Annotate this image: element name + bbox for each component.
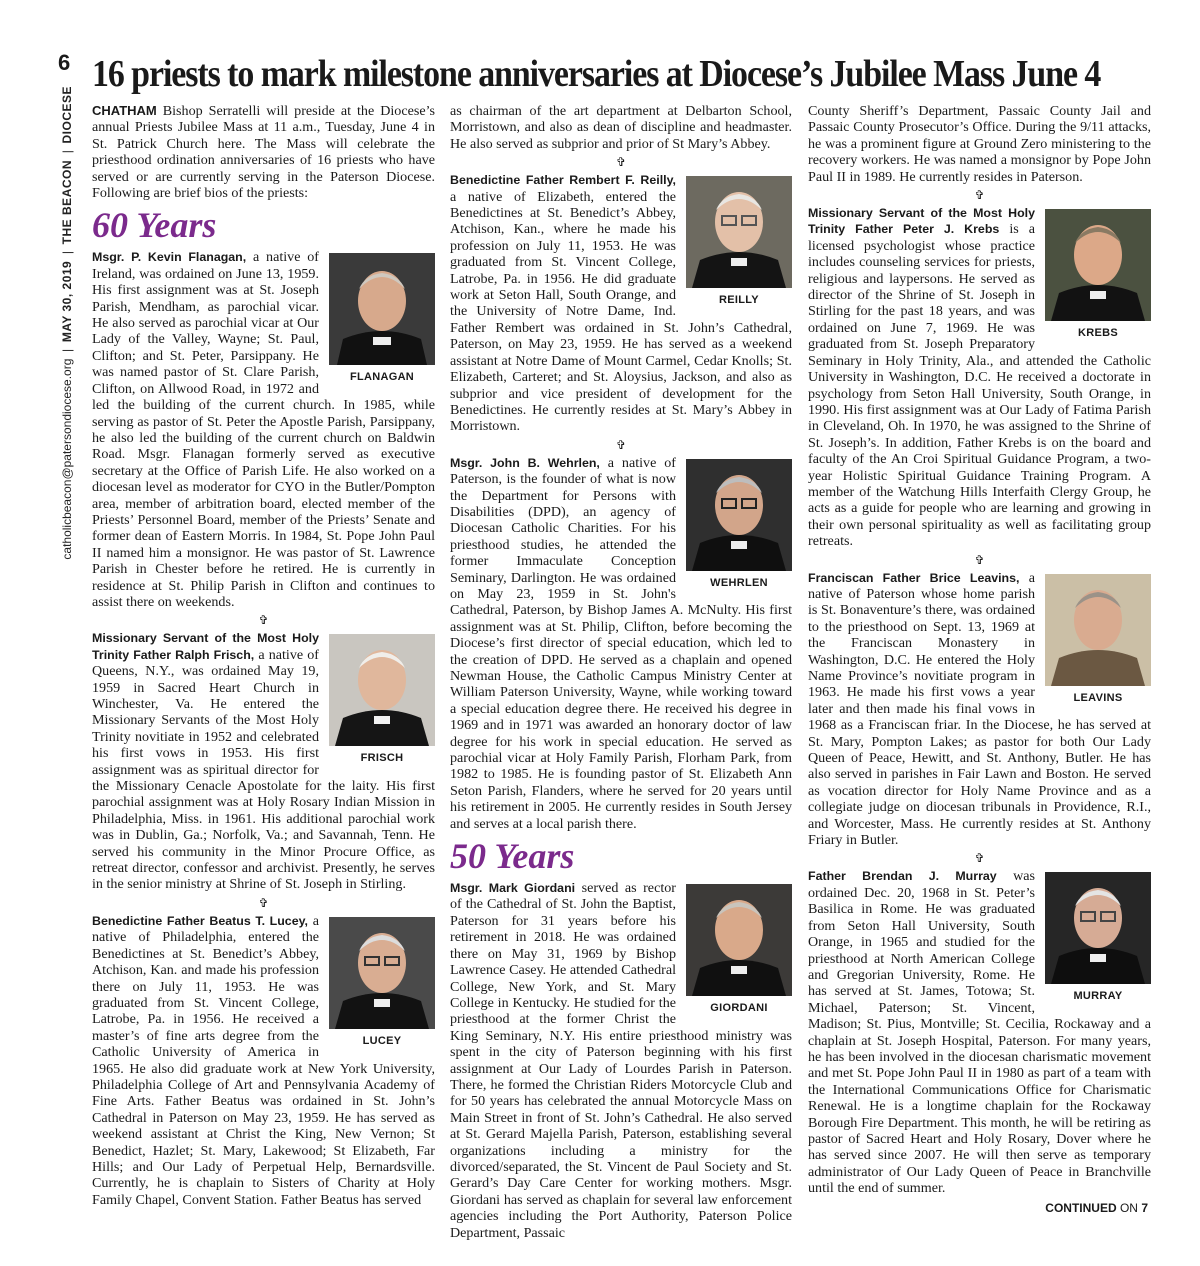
bio-lucey-continued: as chairman of the art department at Delbarton School, Morristown, and also as dean of discipline and headmaster. He also served as subprior and prior of St Mary’s Abbey.: [450, 103, 792, 152]
bio-murray: MURRAY Father Brendan J. Murray was ordained Dec. 20, 1968 in St. Peter’s Basilica in Rome. He was graduated from Seton Hall University, South Orange, in 1965 and studied for the priesthood at North American College and Gregorian University, Rome. He has served at St. James, Totowa; St. Michael, Paterson; St. Vincent, Madison; St. Pius, Montville; St. Cecilia, Rockaway and a chaplain at St. Joseph Hospital, Paterson. For many years, he has been involved in the diocesan charismatic movement and met St. Pope John Paul II in 1980 as part of a team with the International Communications Office for Charismatic Renewal. He is a longtime chaplain for the Rockaway Borough Fire Department. This month, he will be retiring as pastor of Sacred Heart and Holy Rosary, Dover where he has served since 2007. He will then serve as temporary administrator of Our Lady Queen of Peace in Branchville until the end of summer.: [808, 868, 1151, 1197]
photo-caption-lucey: LUCEY: [362, 1034, 402, 1047]
bio-name: Missionary Servant of the Most Holy Trinity Father Peter J. Krebs: [808, 206, 1035, 237]
page-sidebar: catholicbeacon@patersondiocese.org | MAY 30, 2019 | THE BEACON | DIOCESE: [60, 86, 74, 560]
photo-leavins: [1045, 574, 1151, 706]
bio-giordani: GIORDANI Msgr. Mark Giordani served as rector of the Cathedral of St. John the Baptist, Paterson for 31 years before his retirement in 2018. He was ordained there on May 31, 1969 by Bishop Lawrence Casey. He attended Cathedral College, New York, and St. Mary College in Kentucky. He studied for the priesthood at the former Christ the King Seminary, N.Y. His entire priesthood ministry was spent in the city of Paterson beginning with his first assignment at Our Lady of Lourdes Parish in Paterson. There, he formed the Christian Riders Motorcycle Club and for 50 years has celebrated the annual Motorcycle Mass on Main Street in front of St. John’s Cathedral. He also served at St. Gerard Majella Parish, Paterson, establishing several organizations including a ministry for the divorced/separated, the St. Vincent de Paul Society and St. Gerard’s Day Care Center for working mothers. Msgr. Giordani has served as chaplain for several law enforcement agencies including the Port Authority, Paterson Police Department, Passaic: [450, 880, 792, 1241]
bio-lucey: LUCEY Benedictine Father Beatus T. Lucey, a native of Philadelphia, entered the Benedictines at St. Benedict’s Abbey, Atchison, Kan. and made his profession there on July 11, 1953. He was graduated from St. Vincent College, Latrobe, Pa. in 1956. He received a master’s of fine arts degree from the Catholic University of America in 1965. He also did graduate work at New York University, Philadelphia College of Art and Pennsylvania Academy of Fine Arts. Father Beatus was ordained in St. John’s Cathedral in Paterson on May 23, 1959. He has served as weekend assistant at Christ the King, New Vernon; St Benedict, Hazlet; St. Mary, Lakewood; St Elizabeth, Far Hills; and Our Lady of Perpetual Help, Bernardsville. Currently, he is chaplain to Sisters of Charity at Holy Family Chapel, Convent Station. Father Beatus has served: [92, 912, 435, 1208]
photo-caption-krebs: KREBS: [1077, 327, 1118, 340]
separator-cross: ✞: [258, 613, 269, 628]
page-number: 6: [58, 50, 71, 75]
sidebar-email: catholicbeacon@patersondiocese.org: [60, 358, 74, 560]
bio-krebs: KREBS Missionary Servant of the Most Holy Trinity Father Peter J. Krebs is a licensed psychologist whose practice includes counseling services for priests, religious and laypersons. He served as director of the Shrine of St. Joseph in Stirling for the past 18 years, and was ordained on June 7, 1969. He was graduated from St. Joseph Preparatory Seminary in Holy Trinity, Ala., and attended the Catholic University in Washington, D.C. He received a doctorate in psychology from Seton Hall University, South Orange, in 1990. His first assignment was at Our Lady of Fatima Parish in Cleveland, Oh. In 1970, he was assigned to the Shrine of St. Joseph’s. In addition, Father Krebs is on the board and faculty of the An Croi Spiritual Guidance Program, a two-year Holistic Spiritual Guidance Training Program. A member of the Watchung Hills Interfaith Clergy Group, he acts as a guide for people who are learning and growing in their own personal spirituality as well as facilitating group retreats.: [808, 206, 1151, 550]
photo-reilly: [686, 176, 792, 308]
photo-caption-wehrlen: WEHRLEN: [710, 576, 768, 589]
column-3: [808, 103, 1151, 1197]
sidebar-publication: THE BEACON: [60, 159, 74, 245]
sidebar-date: MAY 30, 2019: [60, 260, 74, 343]
section-heading-60-years: 60 Years: [92, 205, 217, 246]
continued-word: ON: [1119, 1201, 1138, 1215]
headline: 16 priests to mark milestone anniversaries at Diocese’s Jubilee Mass June 4: [92, 53, 1101, 95]
photo-giordani: [686, 884, 792, 1016]
continued-label: CONTINUED: [1045, 1201, 1117, 1215]
photo-frisch: [329, 634, 435, 766]
bio-giordani-continued: County Sheriff’s Department, Passaic County Jail and Passaic County Prosecutor’s Office. During the 9/11 attacks, he was a prominent figure at Ground Zero ministering to the recovery workers. He was named a monsignor by Pope John Paul II in 1989. He currently resides in Paterson.: [808, 103, 1151, 185]
photo-lucey: [329, 917, 435, 1049]
separator-cross: ✞: [974, 552, 985, 567]
portrait-image: [1045, 209, 1151, 321]
photo-wehrlen: [686, 459, 792, 591]
continued-page: 7: [1141, 1201, 1148, 1215]
column-1: [92, 103, 435, 1208]
photo-caption-reilly: REILLY: [719, 294, 759, 307]
separator-cross: ✞: [974, 188, 985, 203]
portrait-image: [329, 253, 435, 365]
continued-jump[interactable]: [1045, 1201, 1148, 1215]
photo-murray: [1045, 872, 1151, 1004]
bio-name: Msgr. P. Kevin Flanagan,: [92, 250, 247, 265]
intro-paragraph: CHATHAM Bishop Serratelli will preside at the Diocese’s annual Priests Jubilee Mass at 11 a.m., Tuesday, June 4 in St. Patrick Church here. The Mass will celebrate the priesthood ordination anniversaries of 16 priests who have served or are currently serving in the Paterson Diocese. Following are brief bios of the priests:: [92, 103, 435, 202]
photo-krebs: [1045, 209, 1151, 341]
section-heading-50-years: 50 Years: [450, 836, 575, 877]
portrait-image: [329, 634, 435, 746]
photo-flanagan: [329, 253, 435, 385]
bio-name: Msgr. John B. Wehrlen,: [450, 455, 600, 470]
bio-reilly: REILLY Benedictine Father Rembert F. Reilly, a native of Elizabeth, entered the Benedictines at St. Benedict’s Abbey, Atchison, Kan., where he made his profession on July 11, 1953. He was graduated from St. Vincent College, Latrobe, Pa. in 1956. He did graduate work at Seton Hall, South Orange, and the University of Notre Dame, Ind. Father Rembert was ordained in St. John’s Cathedral, Paterson, on May 23, 1959. He has served as a weekend assistant at Notre Dame of Mount Carmel, Cedar Knolls; St. Elizabeth, Carteret; and St. Aloysius, Jackson, and also as subprior and vice president of development for the Benedictines. He currently resides at St. Mary’s Abbey in Morristown.: [450, 173, 792, 435]
bio-wehrlen: WEHRLEN Msgr. John B. Wehrlen, a native of Paterson, is the founder of what is now the Department for Persons with Disabilities (DPD), an agency of Diocesan Catholic Charities. For his priesthood studies, he attended the former Immaculate Conception Seminary, Darlington. He was ordained on May 23, 1959 in St. John's Cathedral, Paterson, by Bishop James A. McNulty. His first assignment was at St. Philip, Clifton, before becoming the Diocese’s first director of special education, which led to the creation of DPD. He served as a chaplain and opened Newman House, the Catholic Campus Ministry Center at William Paterson University, Wayne, while working toward a special education degree there. He received his degree in 1969 and in 1971 was awarded an honorary doctor of law degree for his work in special education. He served as parochial vicar at Holy Family Parish, Florham Park, from 1982 to 1985. He is founding pastor of St. Elizabeth Ann Seton Parish, Flanders, where he served for 20 years until his retirement in 2005. He currently resides in South Jersey and serves at a local parish there.: [450, 454, 792, 832]
portrait-image: [1045, 872, 1151, 984]
portrait-image: [686, 884, 792, 996]
portrait-image: [329, 917, 435, 1029]
bio-name: Benedictine Father Beatus T. Lucey,: [92, 913, 309, 928]
separator-cross: ✞: [615, 437, 627, 452]
photo-caption-frisch: FRISCH: [360, 752, 404, 765]
bio-leavins: LEAVINS Franciscan Father Brice Leavins, a native of Paterson whose home parish is St. Bonaventure’s there, was ordained to the priesthood on Sept. 13, 1969 at the Franciscan Monastery in Washington, D.C. He entered the Holy Name Province’s novitiate program in 1963. He made his first vows a year later and then made his final vows in 1968 as a Franciscan friar. In the Diocese, he has served at St. Mary, Pompton Lakes; as pastor for both Our Lady Queen of Peace, Hewitt, and St. Anthony, Butler. He has also served in parishes in Fair Lawn and Boston. He served as vocation director for Holy Name Province and as a collegiate judge on diocesan tribunals in Providence, R.I., and Worcester, Mass. He currently resides at St. Anthony Friary in Butler.: [808, 569, 1151, 849]
bio-name: Franciscan Father Brice Leavins,: [808, 570, 1020, 585]
bio-frisch: FRISCH Missionary Servant of the Most Holy Trinity Father Ralph Frisch, a native of Queens, N.Y., was ordained May 19, 1959 in Sacred Heart Church in Winchester, Va. He entered the Missionary Servants of the Most Holy Trinity novitiate in 1952 and celebrated his first vows in 1953. His first assignment was as spiritual director for the Missionary Cenacle Apostolate for the laity. His first parochial assignment was at Holy Rosary Indian Mission in Philadelphia, Miss. in 1961. His additional parochial work was in Dublin, Ga.; Norfolk, Va.; and Savannah, Tenn. He served his community in the Minor Procure Office, as retreat director, confessor and archivist. Presently, he serves in the senior ministry at Shrine of St. Joseph in Stirling.: [92, 631, 435, 893]
portrait-image: [686, 176, 792, 288]
separator-cross: ✞: [615, 155, 627, 170]
bio-name: Benedictine Father Rembert F. Reilly,: [450, 173, 676, 188]
photo-caption-giordani: GIORDANI: [710, 1002, 768, 1015]
dateline: CHATHAM: [92, 103, 157, 118]
bio-name: Missionary Servant of the Most Holy Trinity Father Ralph Frisch,: [92, 631, 319, 662]
bio-name: Father Brendan J. Murray: [808, 869, 997, 884]
portrait-image: [1045, 574, 1151, 686]
photo-caption-murray: MURRAY: [1073, 990, 1123, 1003]
separator-cross: ✞: [258, 895, 269, 910]
photo-caption-leavins: LEAVINS: [1073, 691, 1123, 704]
sidebar-section: DIOCESE: [60, 86, 74, 144]
bio-flanagan: FLANAGAN Msgr. P. Kevin Flanagan, a native of Ireland, was ordained on June 13, 1959. His first assignment was at St. Joseph Parish, Mendham, as parochial vicar. He also served as parochial vicar at Our Lady of the Valley, Wayne; St. Paul, Clifton; and St. Peter, Parsippany. He was named pastor of St. Clare Parish, Clifton, on Allwood Road, in 1972 and led the building of the current church. In 1985, while serving as pastor of St. Peter the Apostle Parish, Parsippany, he also led the building of the current church on Baldwin Road. Msgr. Flanagan formerly served as executive secretary at the Office of Parish Life. He also worked on a diocesan level as moderator for CYO in the Butler/Pompton area, member of arbitration board, elected member of the Priests’ Personnel Board, member of the Priests’ Senate and former dean of Eastern Morris. In 1984, St. Pope John Paul II named him a monsignor. He was pastor of St. Lawrence Parish in Chester before he retired. He is currently in residence at St. Philip Parish in Clifton and continues to assist there on weekends.: [92, 249, 435, 610]
photo-caption-flanagan: FLANAGAN: [349, 371, 415, 384]
bio-name: Msgr. Mark Giordani: [450, 881, 576, 896]
column-2: [450, 103, 792, 1241]
portrait-image: [686, 459, 792, 571]
separator-cross: ✞: [974, 851, 985, 866]
